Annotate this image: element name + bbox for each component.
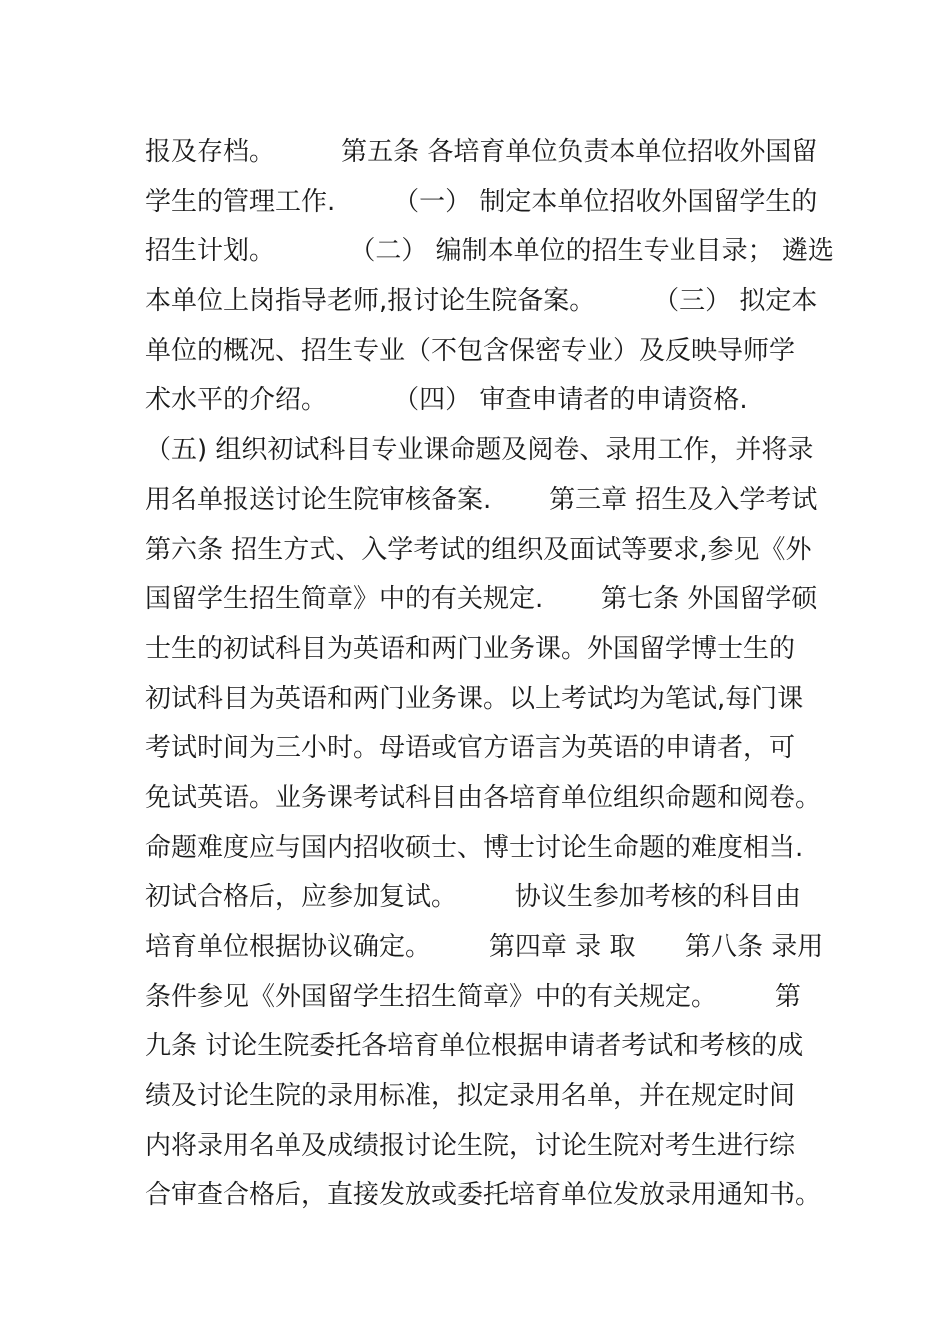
text-line: 九条 讨论生院委托各培育单位根据申请者考试和考核的成 <box>145 1031 804 1062</box>
text-line: 初试合格后，应参加复试。 协议生参加考核的科目由 <box>145 882 801 913</box>
text-line: 内将录用名单及成绩报讨论生院，讨论生院对考生进行综 <box>145 1130 796 1161</box>
text-line: 考试时间为三小时。母语或官方语言为英语的申请者，可 <box>145 733 796 764</box>
text-line: 条件参见《外国留学生招生简章》中的有关规定。 第 <box>145 981 801 1012</box>
text-line: （五) 组织初试科目专业课命题及阅卷、录用工作，并将录 <box>145 435 814 466</box>
body-text <box>145 128 834 1221</box>
text-line: 绩及讨论生院的录用标准，拟定录用名单，并在规定时间 <box>145 1081 796 1112</box>
text-line: 术水平的介绍。 （四） 审查申请者的申请资格. <box>145 385 748 416</box>
text-line: 单位的概况、招生专业（不包含保密专业）及反映导师学 <box>145 335 796 366</box>
text-line: 招生计划。 （二） 编制本单位的招生专业目录； 遴选 <box>145 236 834 267</box>
text-line: 用名单报送讨论生院审核备案. 第三章 招生及入学考试 <box>145 484 818 515</box>
text-line: 命题难度应与国内招收硕士、博士讨论生命题的难度相当. <box>145 832 804 863</box>
text-line: 合审查合格后，直接发放或委托培育单位发放录用通知书。 <box>145 1180 822 1211</box>
text-line: 初试科目为英语和两门业务课。以上考试均为笔试,每门课 <box>145 683 804 714</box>
text-line: 免试英语。业务课考试科目由各培育单位组织命题和阅卷。 <box>145 782 822 813</box>
text-line: 学生的管理工作. （一） 制定本单位招收外国留学生的 <box>145 186 818 217</box>
text-line: 士生的初试科目为英语和两门业务课。外国留学博士生的 <box>145 633 796 664</box>
text-line: 报及存档。 第五条 各培育单位负责本单位招收外国留 <box>145 137 818 167</box>
text-line: 国留学生招生简章》中的有关规定. 第七条 外国留学硕 <box>145 584 818 615</box>
text-line: 本单位上岗指导老师,报讨论生院备案。 （三） 拟定本 <box>145 286 818 317</box>
text-line: 第六条 招生方式、入学考试的组织及面试等要求,参见《外 <box>145 534 812 565</box>
text-line: 培育单位根据协议确定。 第四章 录 取 第八条 录用 <box>145 932 824 962</box>
